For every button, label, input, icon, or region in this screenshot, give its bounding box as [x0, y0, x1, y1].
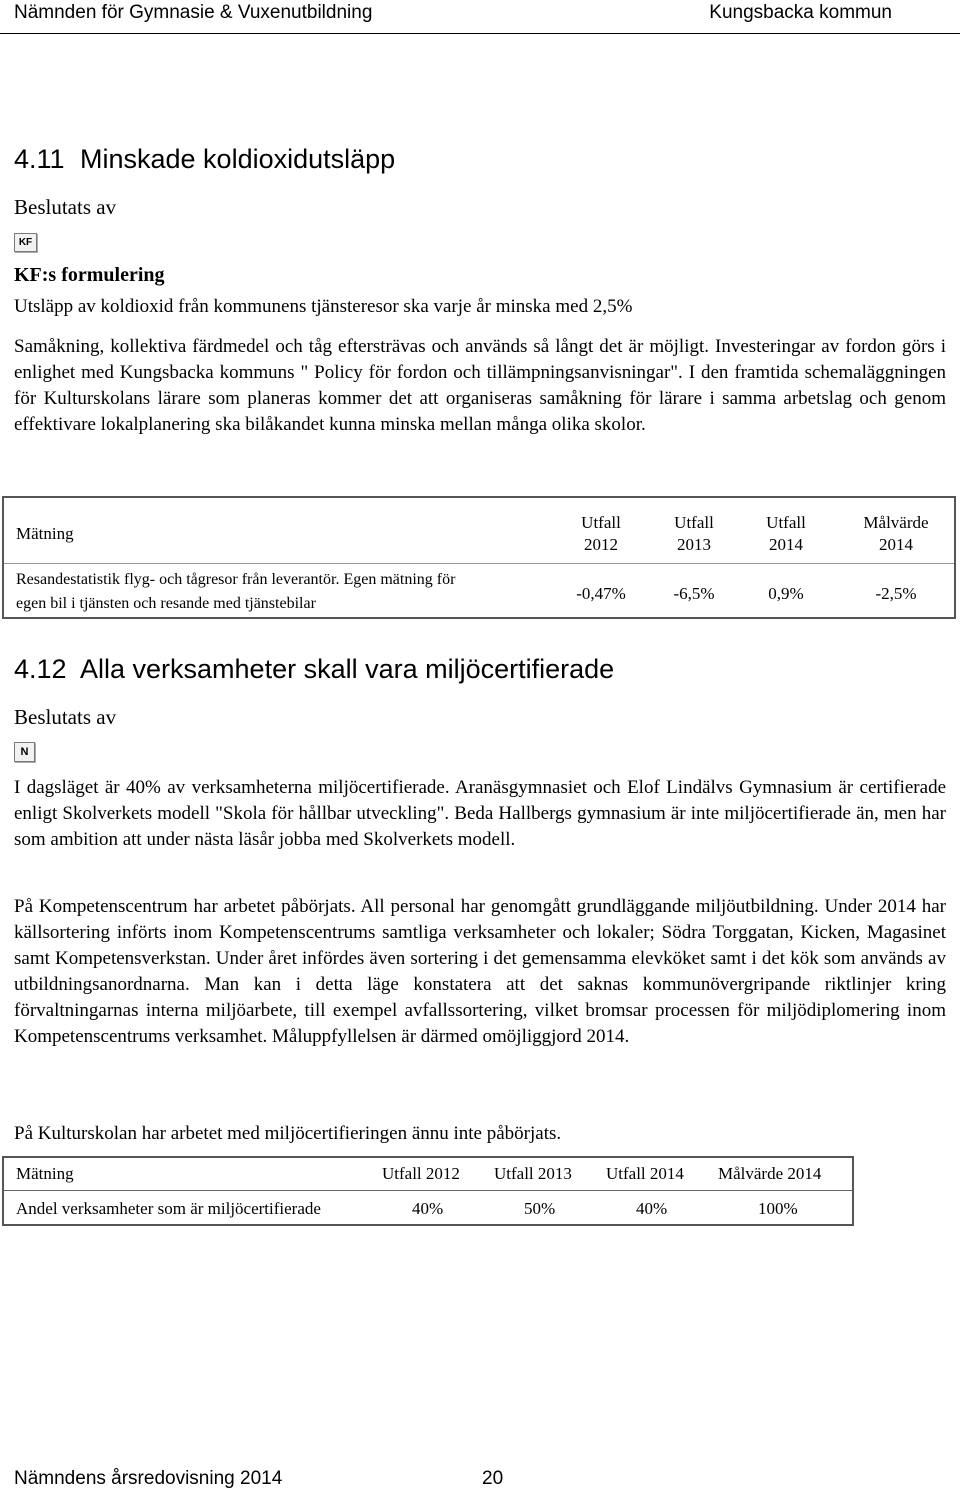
table-cell: -6,5%: [673, 584, 715, 603]
table-cell: -2,5%: [875, 584, 917, 603]
table-cell: 50%: [524, 1199, 556, 1218]
n-icon: N: [14, 742, 35, 762]
table-header-measure: Mätning: [16, 1164, 74, 1183]
section-number: 4.12: [14, 654, 67, 684]
table-row-label: Resandestatistik flyg- och tågresor från leverantör. Egen mätning för egen bil i tjänsten och resande med tjänstebilar: [16, 571, 456, 612]
table-cell: 0,9%: [768, 584, 804, 603]
table-header-col: Utfall 2014: [766, 513, 806, 554]
kf-icon: KF: [14, 233, 37, 252]
table-header-col: Målvärde 2014: [863, 513, 929, 554]
decided-by-label: Beslutats av: [14, 195, 117, 219]
table-header-col: Utfall 2013: [674, 513, 714, 554]
table-cell: 100%: [758, 1199, 798, 1218]
table-divider: [4, 1190, 852, 1191]
table-header-col: Målvärde 2014: [718, 1164, 822, 1183]
section-heading-4-11: [14, 144, 395, 175]
formulation-label: KF:s formulering: [14, 264, 165, 286]
table-row-label: Andel verksamheter som är miljöcertifierade: [16, 1199, 321, 1218]
table-header-col: Utfall 2012: [581, 513, 621, 554]
table-divider: [4, 563, 954, 564]
measurement-table-certification: [2, 1156, 854, 1226]
section-title: Minskade koldioxidutsläpp: [80, 144, 396, 174]
section2-paragraph-3: På Kulturskolan har arbetet med miljöcertifieringen ännu inte påbörjats.: [14, 1123, 562, 1144]
section-heading-4-12: [14, 654, 614, 685]
page-number: 20: [482, 1468, 504, 1489]
header-rule: [0, 33, 960, 34]
table-header-col: Utfall 2012: [382, 1164, 460, 1183]
table-header-col: Utfall 2013: [494, 1164, 572, 1183]
table-header-col: Utfall 2014: [606, 1164, 684, 1183]
table-cell: 40%: [412, 1199, 444, 1218]
section-number: 4.11: [14, 144, 65, 174]
section2-paragraph-1: I dagsläget är 40% av verksamheterna miljöcertifierade. Aranäsgymnasiet och Elof Lindälvs Gymnasium är certifierade enligt Skolverkets modell "Skola för hållbar utveckling". Beda Hallbergs gymnasium är inte miljöcertifierade än, men har som ambition att under nästa läsår jobba med Skolverkets modell.: [14, 777, 946, 850]
section1-paragraph: Samåkning, kollektiva färdmedel och tåg eftersträvas och används så långt det är möjligt. Investeringar av fordon görs i enlighet med Kungsbacka kommuns " Policy för fordon och tillämpningsanvisningar". I den framtida schemaläggningen för Kulturskolans lärare som planeras kommer det att organiseras samåkning för lärare i samma arbetslag och genom effektivare lokalplanering ska bilåkandet kunna minska mellan många olika skolor.: [14, 336, 946, 435]
measurement-table-co2: [2, 496, 956, 619]
table-header-measure: Mätning: [16, 524, 74, 543]
section-title: Alla verksamheter skall vara miljöcertifierade: [80, 654, 615, 684]
formulation-text: Utsläpp av koldioxid från kommunens tjänsteresor ska varje år minska med 2,5%: [14, 296, 633, 317]
footer-title: Nämndens årsredovisning 2014: [14, 1468, 283, 1489]
section2-paragraph-2: På Kompetenscentrum har arbetet påbörjats. All personal har genomgått grundläggande miljöutbildning. Under 2014 har källsortering införts inom Kompetenscentrums samtliga verksamheter och lokaler; Södra Torggatan, Kicken, Magasinet samt Kompetensverkstan. Under året infördes även sortering i det gemensamma elevköket samt i det kök som används av utbildningsanordnarna. Man kan i detta läge konstatera att det saknas kommunövergripande riktlinjer kring förvaltningarnas interna miljöarbete, till exempel avfallssortering, vilket bromsar processen för miljödiplomering inom Kompetenscentrums verksamhet. Måluppfyllelsen är därmed omöjliggjord 2014.: [14, 896, 946, 1047]
header-left: Nämnden för Gymnasie & Vuxenutbildning: [14, 2, 373, 23]
table-cell: 40%: [636, 1199, 668, 1218]
header-right: Kungsbacka kommun: [709, 2, 892, 23]
table-cell: -0,47%: [576, 584, 626, 603]
decided-by-label: Beslutats av: [14, 705, 117, 729]
